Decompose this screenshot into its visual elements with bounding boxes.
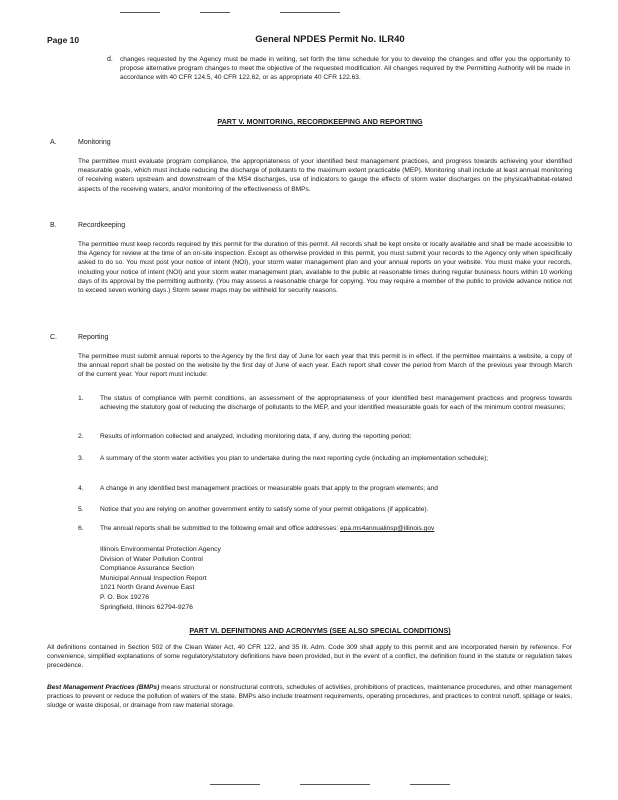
item-6-number: 6. — [78, 525, 84, 532]
recordkeeping-text: The permittee must keep records required by this permit for the duration of this permit. All records shall be kept onsite or locally available and shall be made accessible to the Agency for review at the time of an on-site inspection. Except as otherwise provided in this permit, you must submit your records to the Agency only when specifically asked to do so. You must post your notice of intent (NOI), your storm water management plan and your annual reports on your website. You must make your records, including your notice of intent (NOI) and your storm water management plan, available to the public at reasonable times during regular business hours within 10 working days of its approval by the permitting authority. (You may assess a reasonable charge for copying. You may require a member of the public to provide advance notice not to exceed seven working days.) Storm sewer maps may be withheld for security reasons. — [78, 241, 572, 295]
bmp-definition — [47, 683, 572, 711]
address-line: Illinois Environmental Protection Agency — [100, 546, 221, 553]
item-4-text: A change in any identified best management practices or measurable goals that apply to the program elements; and — [100, 485, 438, 492]
scan-mark — [300, 784, 370, 785]
bmp-text: means structural or nonstructural controls, schedules of activities, prohibitions of practices, maintenance procedures, and other management practices to prevent or reduce the pollution of waters of the state. BMPs also include treatment requirements, operating procedures, and practices to control runoff, spillage or leaks, sludge or waste disposal, or drainage from raw material storage. — [47, 684, 572, 710]
item-d-text: changes requested by the Agency must be made in writing, set forth the time schedule for you to develop the changes and offer you the opportunity to propose alternative program changes to meet the objective of the requested modification. All changes required by the Permitting Authority will be made in accordance with 40 CFR 124.5, 40 CFR 122.62, or as appropriate 40 CFR 122.63. — [120, 56, 570, 82]
item-5-number: 5. — [78, 506, 84, 513]
section-c-label: C. — [50, 334, 57, 341]
item-1-number: 1. — [78, 395, 84, 402]
permit-title: General NPDES Permit No. ILR40 — [255, 34, 405, 45]
mailing-address — [100, 545, 221, 612]
item-3-number: 3. — [78, 455, 84, 462]
address-line: Springfield, Illinois 62794-9276 — [100, 603, 193, 611]
item-5-text: Notice that you are relying on another government entity to satisfy some of your permit obligations (if applicable). — [100, 506, 429, 513]
address-line: Municipal Annual Inspection Report — [100, 574, 207, 582]
recordkeeping-heading: Recordkeeping — [78, 222, 126, 229]
item-3-text: A summary of the storm water activities you plan to undertake during the next reporting cycle (including an implementation schedule); — [100, 455, 489, 462]
scan-mark — [120, 12, 160, 13]
definitions-intro: All definitions contained in Section 502 of the Clean Water Act, 40 CFR 122, and 35 Ill. Adm. Code 309 shall apply to this permit and are incorporated herein by reference. For convenience, simplified explanations of some regulatory/statutory definitions have been provided, but in the event of a conflict, the definition found in the statute or regulation takes precedence. — [47, 644, 572, 670]
item-1-text: The status of compliance with permit conditions, an assessment of the appropriateness of your identified best management practices and progress towards achieving the statutory goal of reducing the discharge of pollutants to the MEP, and your identified measurable goals for each of the minimum control measures; — [100, 395, 572, 412]
item-6-text — [100, 524, 572, 533]
bmp-term: Best Management Practices (BMPs) — [47, 684, 160, 691]
monitoring-text: The permittee must evaluate program compliance, the appropriateness of your identified best management practices, and progress towards achieving your identified measurable goals, which must include reducing the discharge of pollutants to the maximum extent practicable (MEP). Monitoring shall include at least annual monitoring of receiving waters upstream and downstream of the MS4 discharges, use of indicators to gauge the effects of storm water discharges on the physical/habitat-related aspects of the receiving waters, and/or monitoring of the effectiveness of BMPs. — [78, 158, 572, 193]
reporting-text: The permittee must submit annual reports to the Agency by the first day of June for each year that this permit is in effect. If the permittee maintains a website, a copy of the annual report shall be posted on the website by the first day of June of each year. Each report shall cover the period from March of the previous year through March of the current year. Your report must include: — [78, 353, 572, 379]
monitoring-heading: Monitoring — [78, 139, 111, 146]
scan-mark — [280, 12, 340, 13]
page-number: Page 10 — [47, 35, 80, 45]
item-6-body: The annual reports shall be submitted to the following email and office addresses: — [100, 525, 339, 532]
section-a-label: A. — [50, 139, 57, 146]
address-line: P. O. Box 19276 — [100, 593, 149, 601]
scan-mark — [210, 784, 260, 785]
part-v-heading: PART V. MONITORING, RECORDKEEPING AND REPORTING — [217, 117, 423, 126]
address-line: Division of Water Pollution Control — [100, 555, 203, 563]
address-line: 1021 North Grand Avenue East — [100, 584, 195, 592]
item-d-label: d. — [107, 56, 113, 63]
scan-mark — [410, 784, 450, 785]
item-2-number: 2. — [78, 433, 84, 440]
submission-email-link[interactable]: epa.ms4annualinsp@illinois.gov — [339, 525, 435, 532]
item-2-text: Results of information collected and analyzed, including monitoring data, if any, during the reporting period; — [100, 433, 412, 440]
reporting-heading: Reporting — [78, 334, 109, 341]
section-b-label: B. — [50, 222, 57, 229]
part-vi-heading: PART VI. DEFINITIONS AND ACRONYMS (SEE ALSO SPECIAL CONDITIONS) — [189, 626, 451, 635]
scan-mark — [200, 12, 230, 13]
item-4-number: 4. — [78, 485, 84, 492]
address-line: Compliance Assurance Section — [100, 565, 195, 573]
